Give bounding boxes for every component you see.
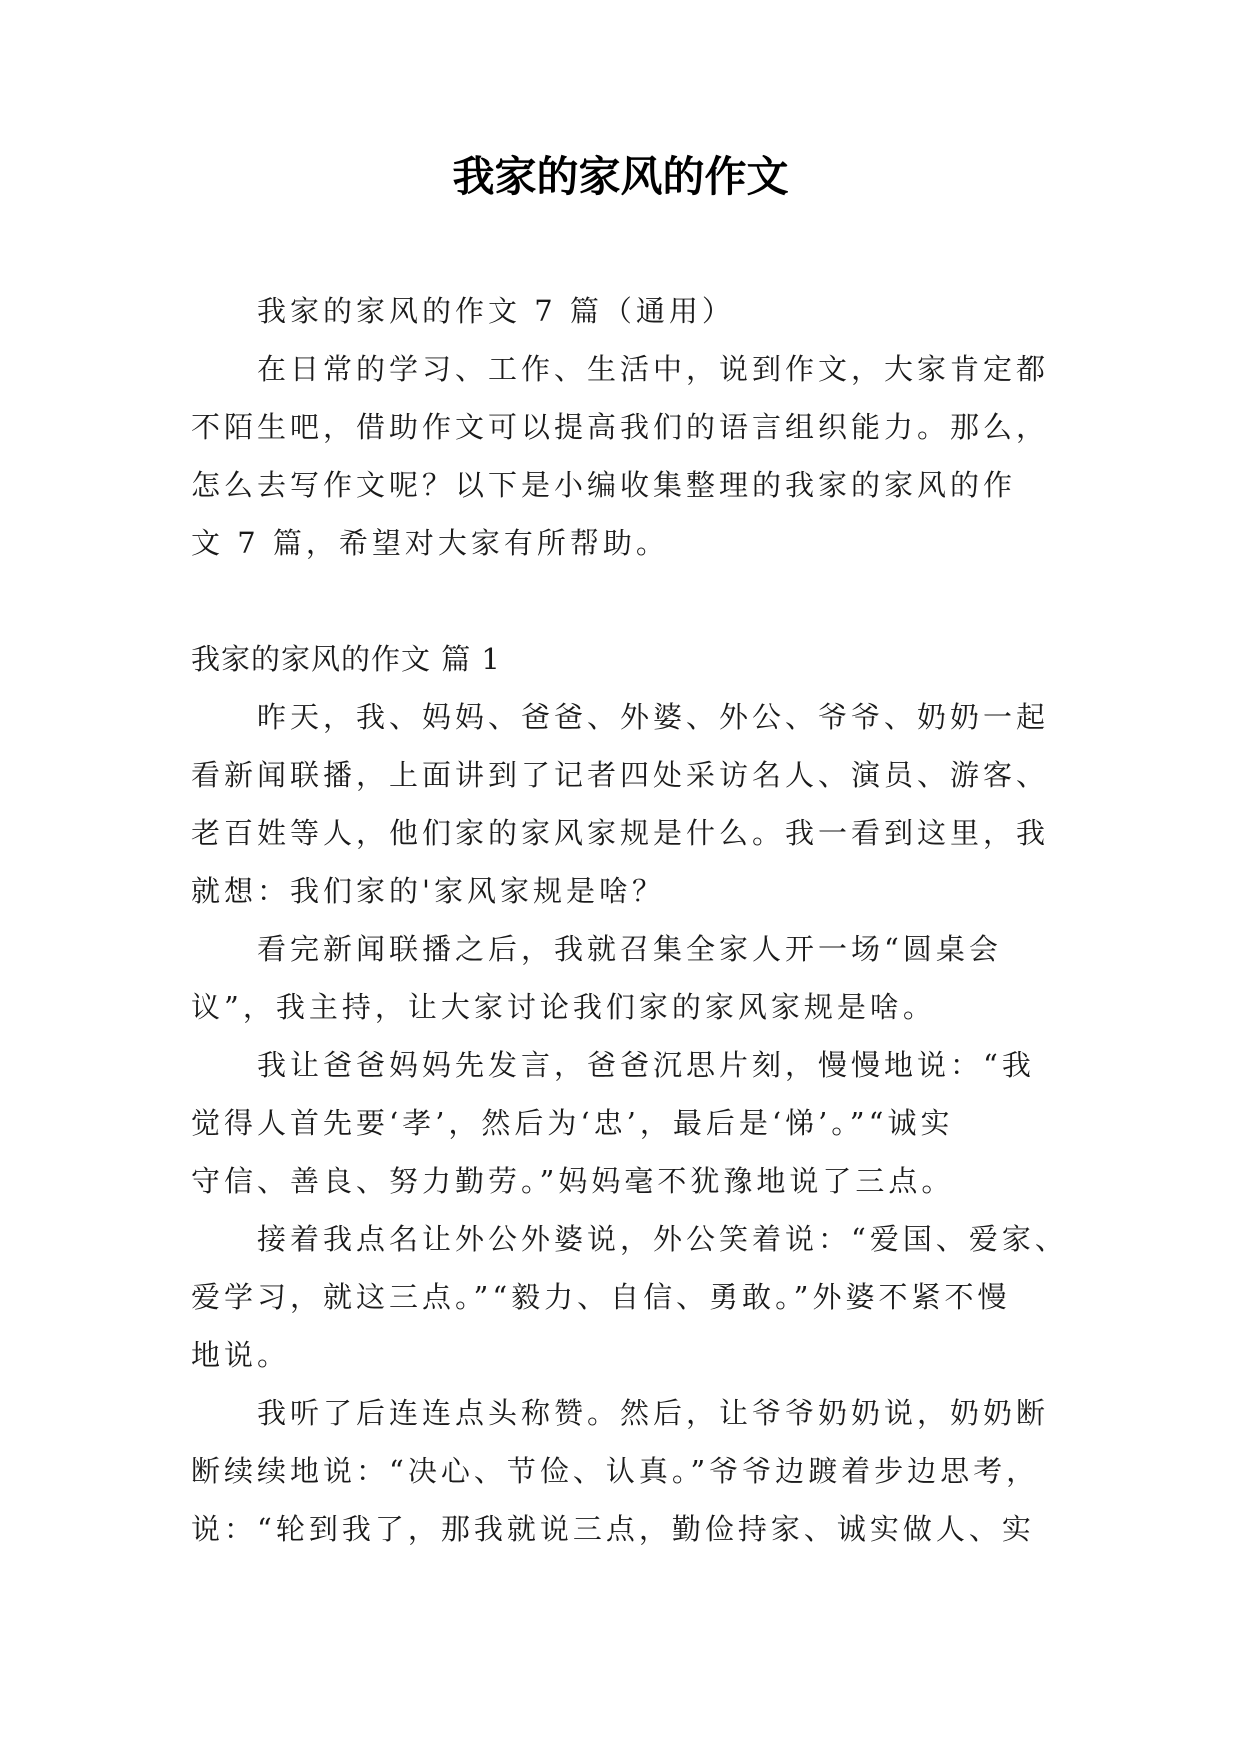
paragraph-line: 我听了后连连点头称赞。然后，让爷爷奶奶说，奶奶断 <box>257 1396 1050 1430</box>
paragraph-line: 议”，我主持，让大家讨论我们家的家风家规是啥。 <box>191 990 936 1024</box>
paragraph-line: 地说。 <box>191 1338 291 1372</box>
paragraph-line: 爱学习，就这三点。”“毅力、自信、勇敢。”外婆不紧不慢 <box>191 1280 1011 1314</box>
intro-line: 文 7 篇，希望对大家有所帮助。 <box>191 526 669 560</box>
paragraph-line: 守信、善良、努力勤劳。”妈妈毫不犹豫地说了三点。 <box>191 1164 955 1198</box>
section-heading: 我家的家风的作文 篇 1 <box>191 642 501 676</box>
paragraph-line: 就想：我们家的'家风家规是啥？ <box>191 874 665 908</box>
paragraph-line: 说：“轮到我了，那我就说三点，勤俭持家、诚实做人、实 <box>191 1512 1035 1546</box>
paragraph-line: 断续续地说：“决心、节俭、认真。”爷爷边踱着步边思考， <box>191 1454 1040 1488</box>
intro-line: 在日常的学习、工作、生活中，说到作文，大家肯定都 <box>257 352 1050 386</box>
document-title: 我家的家风的作文 <box>452 152 789 201</box>
section-spacer <box>191 572 1051 630</box>
intro-subtitle: 我家的家风的作文 7 篇（通用） <box>257 294 735 328</box>
intro-line: 怎么去写作文呢？以下是小编收集整理的我家的家风的作 <box>191 468 1017 502</box>
document-body <box>191 282 1068 1558</box>
paragraph-line: 昨天，我、妈妈、爸爸、外婆、外公、爷爷、奶奶一起 <box>257 700 1050 734</box>
paragraph-line: 我让爸爸妈妈先发言，爸爸沉思片刻，慢慢地说：“我 <box>257 1048 1035 1082</box>
intro-line: 不陌生吧，借助作文可以提高我们的语言组织能力。那么， <box>191 410 1050 444</box>
paragraph-line: 看新闻联播，上面讲到了记者四处采访名人、演员、游客、 <box>191 758 1050 792</box>
paragraph-line: 看完新闻联播之后，我就召集全家人开一场“圆桌会 <box>257 932 1002 966</box>
paragraph-line: 接着我点名让外公外婆说，外公笑着说：“爱国、爱家、 <box>257 1222 1068 1256</box>
paragraph-line: 老百姓等人，他们家的家风家规是什么。我一看到这里，我 <box>191 816 1050 850</box>
paragraph-line: 觉得人首先要‘孝’，然后为‘忠’，最后是‘悌’。”“诚实 <box>191 1106 954 1140</box>
